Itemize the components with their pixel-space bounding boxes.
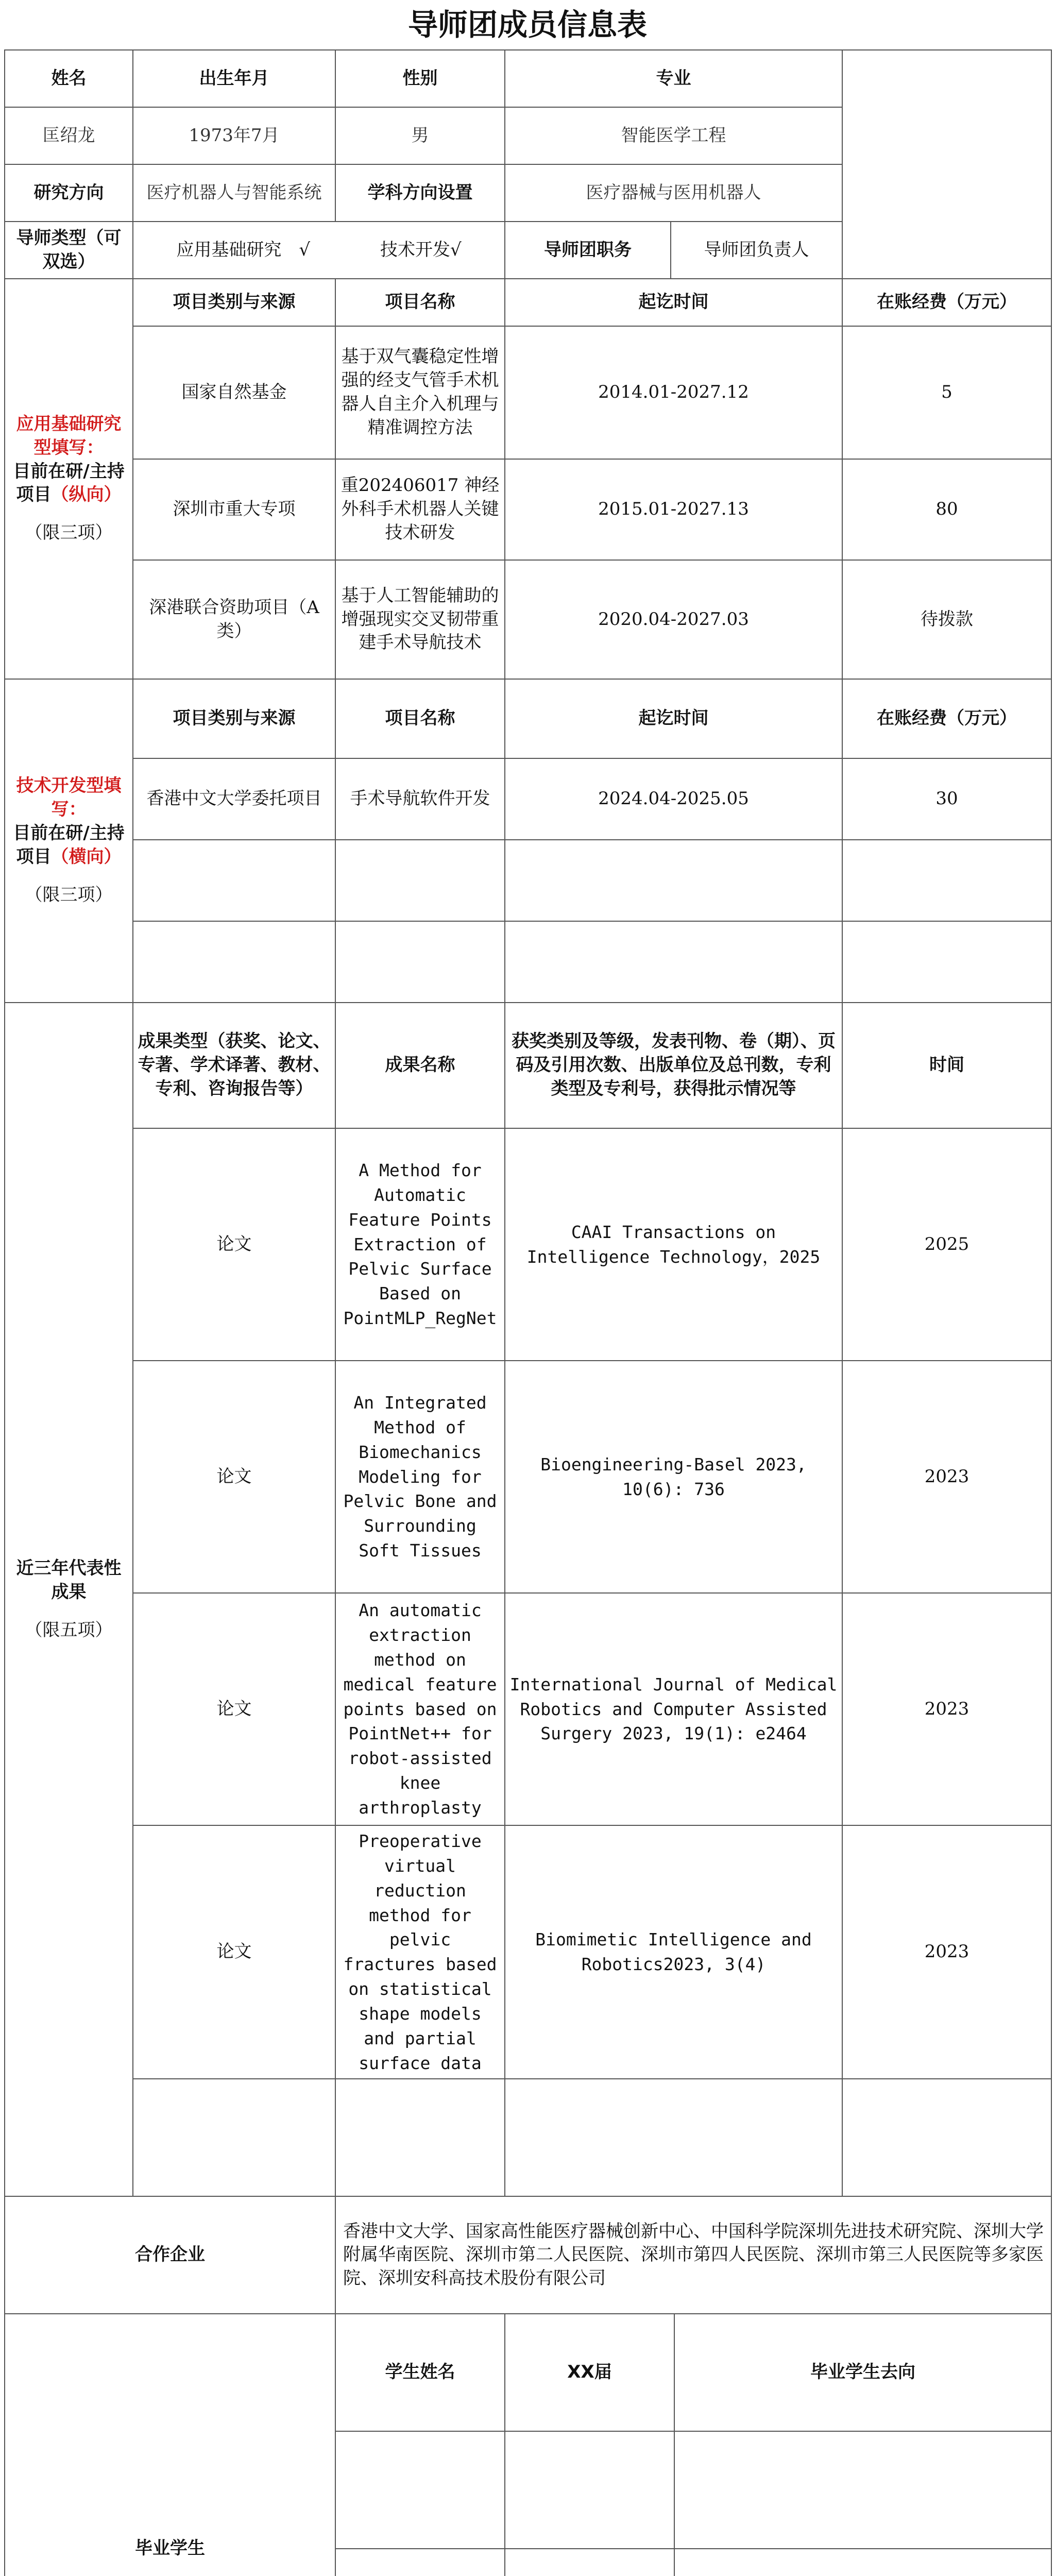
graduate-split <box>505 2549 1051 2576</box>
applied-funds: 80 <box>842 459 1051 560</box>
tech-source <box>133 840 335 921</box>
applied-name: 基于人工智能辅助的增强现实交叉韧带重建手术导航技术 <box>335 560 505 679</box>
tech-period <box>505 840 842 921</box>
tech-col-period: 起讫时间 <box>505 679 842 758</box>
achievement-type <box>133 2079 335 2196</box>
graduate-year <box>505 2549 675 2576</box>
applied-header-row <box>5 279 1051 326</box>
achievement-detail: Biomimetic Intelligence and Robotics2023, 3(4) <box>505 1825 842 2079</box>
achievement-time: 2023 <box>842 1825 1051 2079</box>
table-row <box>5 1361 1051 1593</box>
table-row <box>5 758 1051 840</box>
applied-col-period: 起讫时间 <box>505 279 842 326</box>
discipline-label: 学科方向设置 <box>335 164 505 222</box>
graduate-name <box>335 2549 505 2576</box>
research-direction-value: 医疗机器人与智能系统 <box>133 164 335 222</box>
mentor-role-value: 导师团负责人 <box>704 239 809 260</box>
tech-col-name: 项目名称 <box>335 679 505 758</box>
table-row <box>5 1593 1051 1825</box>
mentor-type-value: 应用基础研究 √ 技术开发√ <box>133 222 505 279</box>
mentor-role-cell <box>505 222 842 279</box>
header-label-row <box>5 50 1051 107</box>
achievement-name: An Integrated Method of Biomechanics Modeling for Pelvic Bone and Surrounding Soft Tissues <box>335 1361 505 1593</box>
graduate-dest <box>675 2549 1051 2576</box>
tech-funds <box>842 921 1051 1003</box>
tech-col-source: 项目类别与来源 <box>133 679 335 758</box>
research-direction-label: 研究方向 <box>5 164 133 222</box>
table-row <box>5 326 1051 459</box>
achievement-time: 2025 <box>842 1128 1051 1361</box>
achievement-detail <box>505 2079 842 2196</box>
tech-label-line2: 目前在研/主持项目 <box>13 823 125 867</box>
form-table <box>4 49 1052 2576</box>
tech-name <box>335 921 505 1003</box>
applied-source: 国家自然基金 <box>133 326 335 459</box>
tech-section-label <box>5 679 133 1003</box>
tech-name <box>335 840 505 921</box>
tech-source <box>133 921 335 1003</box>
applied-label-red: （纵向） <box>51 484 122 505</box>
graduates-label: 毕业学生 <box>5 2314 335 2576</box>
graduates-col-year: XX届 <box>505 2314 675 2431</box>
tech-funds: 30 <box>842 758 1051 840</box>
achievement-time: 2023 <box>842 1361 1051 1593</box>
table-row <box>5 1128 1051 1361</box>
applied-label-line2: 目前在研/主持项目 <box>13 461 125 505</box>
table-row <box>5 921 1051 1003</box>
gender-label: 性别 <box>335 50 505 107</box>
achievements-label <box>5 1003 133 2196</box>
achievements-col-detail: 获奖类别及等级，发表刊物、卷（期）、页码及引用次数、出版单位及总刊数，专利类型及专利号，获得批示情况等 <box>505 1003 842 1128</box>
partners-value: 香港中文大学、国家高性能医疗器械创新中心、中国科学院深圳先进技术研究院、深圳大学附属华南医院、深圳市第二人民医院、深圳市第四人民医院、深圳市第三人民医院等多家医院、深圳安科高技术股份有限公司 <box>335 2196 1051 2314</box>
graduate-split <box>505 2431 1051 2549</box>
graduate-year <box>505 2432 675 2548</box>
achievement-name: A Method for Automatic Feature Points Extraction of Pelvic Surface Based on PointMLP_RegNet <box>335 1128 505 1361</box>
birth-value: 1973年7月 <box>133 107 335 164</box>
achievement-name <box>335 2079 505 2196</box>
table-row <box>5 1825 1051 2079</box>
table-row <box>5 459 1051 560</box>
tech-period: 2024.04-2025.05 <box>505 758 842 840</box>
achievements-header-row <box>5 1003 1051 1128</box>
achievement-name: Preoperative virtual reduction method for pelvic fractures based on statistical shape models and partial surface data <box>335 1825 505 2079</box>
applied-funds: 5 <box>842 326 1051 459</box>
achievement-detail: International Journal of Medical Robotics and Computer Assisted Surgery 2023, 19(1): e2464 <box>505 1593 842 1825</box>
achievement-detail: CAAI Transactions on Intelligence Technology，2025 <box>505 1128 842 1361</box>
partners-label: 合作企业 <box>5 2196 335 2314</box>
applied-source: 深港联合资助项目（A类） <box>133 560 335 679</box>
applied-col-name: 项目名称 <box>335 279 505 326</box>
applied-name: 重202406017 神经外科手术机器人关键技术研发 <box>335 459 505 560</box>
table-row <box>5 560 1051 679</box>
birth-label: 出生年月 <box>133 50 335 107</box>
major-value: 智能医学工程 <box>505 107 842 164</box>
partners-row <box>5 2196 1051 2314</box>
achievement-time: 2023 <box>842 1593 1051 1825</box>
discipline-value: 医疗器械与医用机器人 <box>505 164 842 222</box>
graduates-col-dest: 毕业学生去向 <box>810 2362 915 2383</box>
applied-period: 2015.01-2027.13 <box>505 459 842 560</box>
graduates-col-name: 学生姓名 <box>335 2314 505 2431</box>
tech-label-red: （横向） <box>51 846 122 867</box>
page-title: 导师团成员信息表 <box>407 7 647 42</box>
tech-name: 手术导航软件开发 <box>335 758 505 840</box>
applied-limit: （限三项） <box>25 522 113 544</box>
photo-cell <box>842 50 1051 279</box>
applied-source: 深圳市重大专项 <box>133 459 335 560</box>
achievement-type: 论文 <box>133 1361 335 1593</box>
major-label: 专业 <box>505 50 842 107</box>
graduates-header-row <box>5 2314 1051 2431</box>
name-value: 匡绍龙 <box>5 107 133 164</box>
tech-source: 香港中文大学委托项目 <box>133 758 335 840</box>
info-form <box>4 49 1051 2576</box>
table-row <box>5 840 1051 921</box>
achievement-type: 论文 <box>133 1825 335 2079</box>
applied-section-label <box>5 279 133 679</box>
achievement-type: 论文 <box>133 1128 335 1361</box>
name-label: 姓名 <box>5 50 133 107</box>
applied-col-source: 项目类别与来源 <box>133 279 335 326</box>
applied-funds: 待拨款 <box>842 560 1051 679</box>
tech-limit: （限三项） <box>25 884 113 905</box>
achievement-name: An automatic extraction method on medical feature points based on PointNet++ for robot-assisted knee arthroplasty <box>335 1593 505 1825</box>
achievement-type: 论文 <box>133 1593 335 1825</box>
achievements-col-name: 成果名称 <box>335 1003 505 1128</box>
mentor-type-label: 导师类型（可双选） <box>5 222 133 279</box>
tech-col-funds: 在账经费（万元） <box>842 679 1051 758</box>
graduate-name <box>335 2431 505 2549</box>
applied-name: 基于双气囊稳定性增强的经支气管手术机器人自主介入机理与精准调控方法 <box>335 326 505 459</box>
table-row <box>5 2079 1051 2196</box>
achievements-col-type: 成果类型（获奖、论文、专著、学术译著、教材、专利、咨询报告等） <box>133 1003 335 1128</box>
achievements-label-text: 近三年代表性成果 <box>16 1557 122 1602</box>
applied-label-line1: 应用基础研究型填写： <box>16 413 122 458</box>
tech-label-line1: 技术开发型填写： <box>16 775 122 820</box>
applied-period: 2014.01-2027.12 <box>505 326 842 459</box>
achievement-time <box>842 2079 1051 2196</box>
achievements-limit: （限五项） <box>25 1619 113 1640</box>
gender-value: 男 <box>335 107 505 164</box>
mentor-role-label: 导师团职务 <box>505 222 671 278</box>
applied-period: 2020.04-2027.03 <box>505 560 842 679</box>
tech-funds <box>842 840 1051 921</box>
applied-col-funds: 在账经费（万元） <box>842 279 1051 326</box>
tech-period <box>505 921 842 1003</box>
achievements-col-time: 时间 <box>842 1003 1051 1128</box>
graduates-col-split <box>505 2314 1051 2431</box>
tech-header-row <box>5 679 1051 758</box>
graduate-dest <box>675 2432 1051 2548</box>
achievement-detail: Bioengineering-Basel 2023, 10(6): 736 <box>505 1361 842 1593</box>
